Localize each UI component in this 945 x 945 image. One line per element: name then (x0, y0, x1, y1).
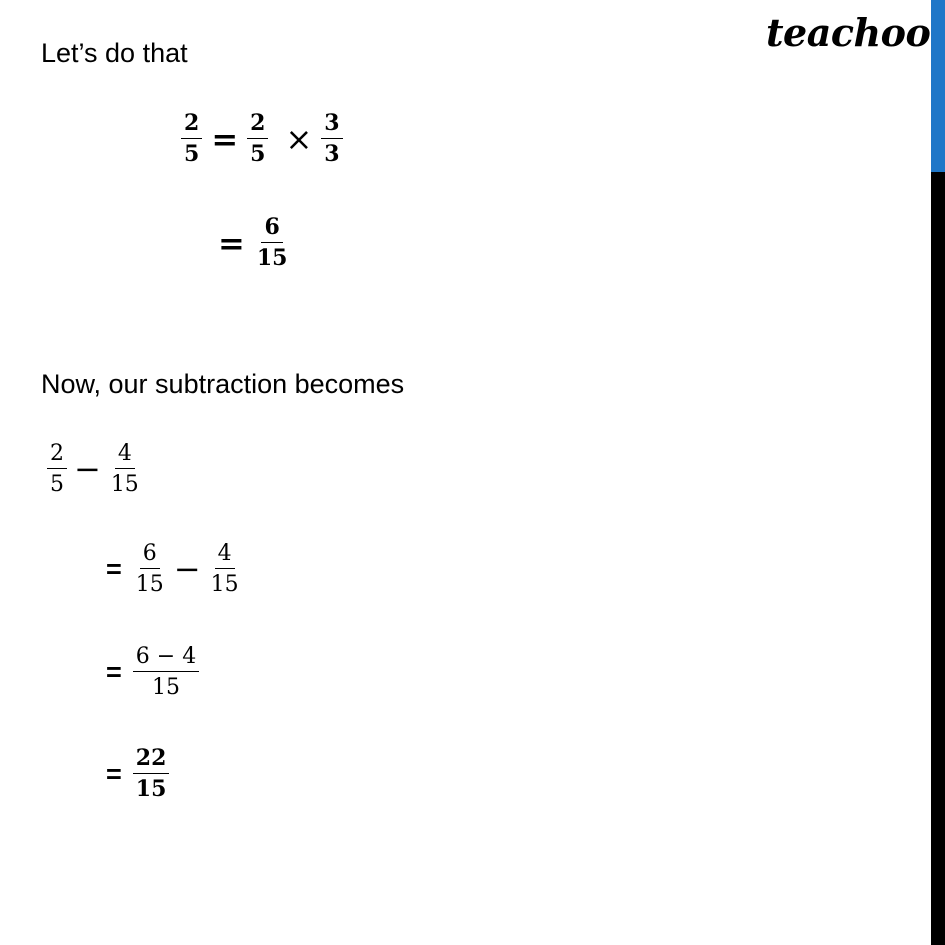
denominator: 15 (210, 572, 239, 598)
denominator: 5 (50, 472, 64, 498)
equals-sign: = (106, 553, 122, 584)
fraction-two-fifths (247, 112, 268, 166)
step-4-result (106, 747, 172, 801)
teachoo-logo: teachoo (766, 10, 931, 55)
denominator: 5 (250, 141, 266, 168)
numerator: 6 (140, 542, 160, 569)
fraction (108, 442, 142, 496)
denominator: 15 (256, 245, 288, 272)
step-2-expression (106, 542, 245, 596)
denominator: 5 (184, 141, 200, 168)
fraction-six-fifteenths (254, 216, 291, 270)
times-sign: × (285, 120, 313, 159)
fraction (208, 542, 242, 596)
numerator: 3 (321, 112, 342, 139)
fraction-three-thirds (321, 112, 342, 166)
equals-sign: = (106, 758, 122, 789)
minus-sign: − (173, 550, 201, 589)
equals-sign: = (211, 120, 239, 159)
conversion-line-1 (178, 112, 346, 166)
numerator: 4 (215, 542, 235, 569)
minus-sign: − (74, 450, 101, 489)
equals-sign: = (218, 224, 245, 263)
denominator: 15 (110, 472, 139, 498)
numerator: 2 (47, 442, 67, 469)
subtraction-text: Now, our subtraction becomes (41, 369, 405, 399)
result-fraction (133, 747, 170, 801)
numerator: 2 (181, 112, 202, 139)
numerator: 22 (133, 747, 170, 774)
denominator: 15 (135, 572, 164, 598)
numerator: 2 (247, 112, 268, 139)
side-accent (931, 0, 945, 172)
fraction (47, 442, 67, 496)
fraction (133, 645, 199, 699)
denominator: 15 (151, 675, 180, 701)
step-1-expression (44, 442, 145, 496)
intro-text: Let’s do that (41, 38, 188, 68)
fraction (133, 542, 167, 596)
denominator: 15 (135, 776, 167, 803)
step-3-expression (106, 645, 202, 699)
denominator: 3 (324, 141, 340, 168)
numerator: 4 (115, 442, 135, 469)
fraction-two-fifths (181, 112, 202, 166)
conversion-line-2 (212, 216, 293, 270)
numerator: 6 − 4 (133, 645, 199, 672)
numerator: 6 (261, 216, 282, 243)
equals-sign: = (106, 656, 122, 687)
